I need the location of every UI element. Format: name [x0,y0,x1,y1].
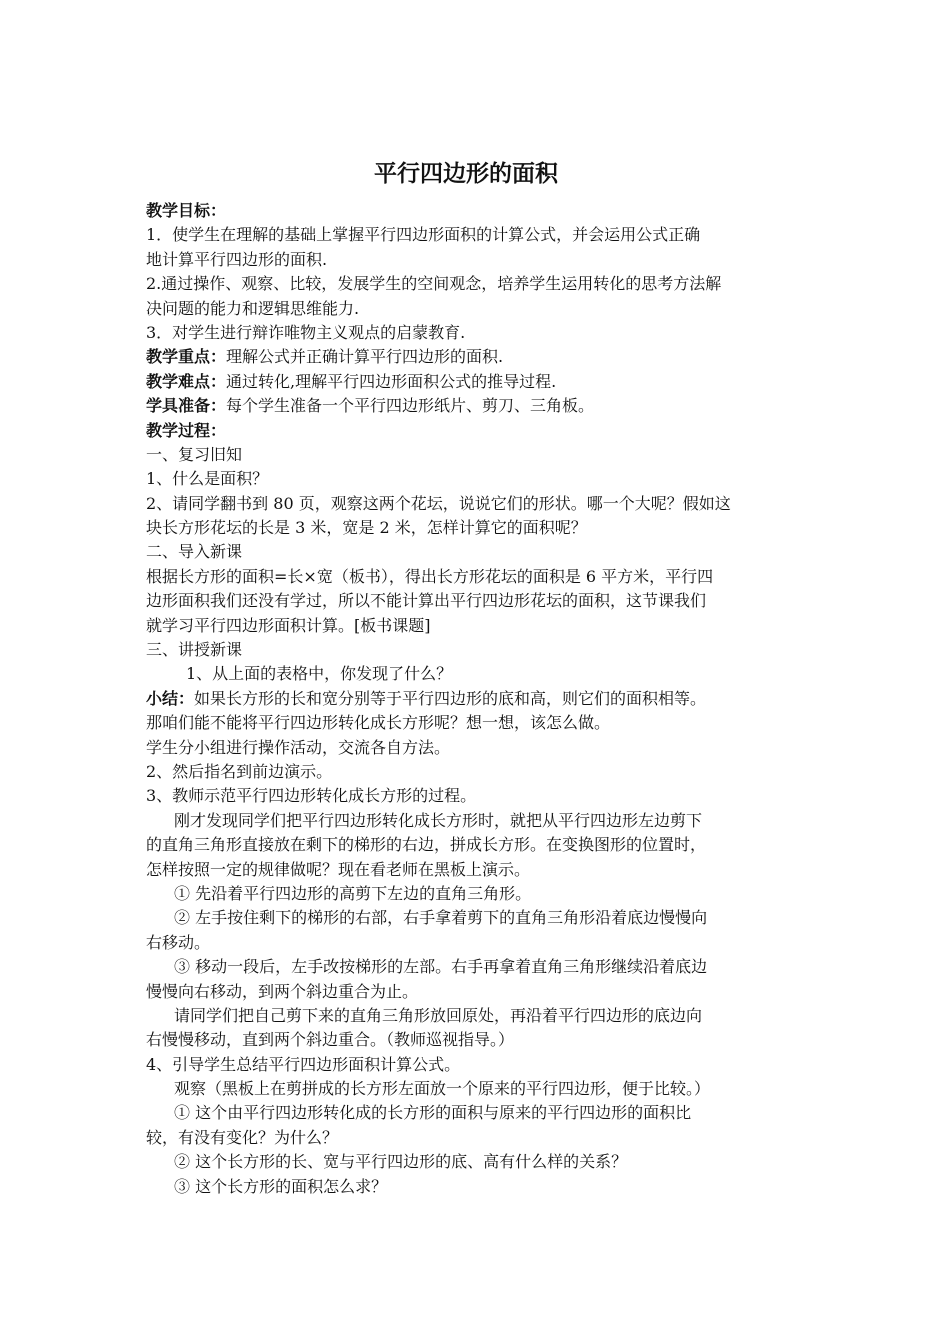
section-2-paragraph-line-2: 边形面积我们还没有学过，所以不能计算出平行四边形花坛的面积，这节课我们 [146,591,707,611]
summary-line-2: 那咱们能不能将平行四边形转化成长方形呢？想一想，该怎么做。 [146,713,611,733]
summary-line-1 [146,687,814,711]
difficulty-label: 教学难点： [146,371,227,391]
goals-heading: 教学目标： [146,201,227,220]
observe-question-1-line-2: 较，有没有变化？为什么？ [146,1127,339,1147]
observe-line: 观察（黑板上在剪拼成的长方形左面放一个原来的平行四边形，便于比较。） [174,1079,711,1099]
summary-text: 如果长方形的长和宽分别等于平行四边形的底和高，则它们的面积相等。 [194,688,707,708]
observe-question-2: ② 这个长方形的长、宽与平行四边形的底、高有什么样的关系？ [174,1152,628,1172]
summary-label: 小结： [146,688,195,708]
section-1-question-2-line-2: 块长方形花坛的长是 3 米，宽是 2 米，怎样计算它的面积呢？ [146,518,587,538]
observe-question-3: ③ 这个长方形的面积怎么求？ [174,1176,388,1196]
tools-prep [146,394,814,418]
section-1-question-1: 1、什么是面积？ [146,469,269,489]
observe-question-1-line-1: ① 这个由平行四边形转化成的长方形的面积与原来的平行四边形的面积比 [174,1103,692,1123]
demo-line-3: 怎样按照一定的规律做呢？现在看老师在黑板上演示。 [146,859,531,879]
section-2-paragraph-line-1: 根据长方形的面积=长×宽（板书），得出长方形花坛的面积是 6 平方米，平行四 [146,566,714,586]
goal-2-line-2: 决问题的能力和逻辑思维能力. [146,298,360,318]
section-1-question-2-line-1: 2、请同学翻书到 80 页，观察这两个花坛，说说它们的形状。哪一个大呢？假如这 [146,493,731,513]
step-3-line-1: ③ 移动一段后，左手改按梯形的左部。右手再拿着直角三角形继续沿着底边 [174,957,708,977]
section-3-question-1: 1、从上面的表格中，你发现了什么？ [186,664,453,684]
step-1: ① 先沿着平行四边形的高剪下左边的直角三角形。 [174,883,532,903]
goal-3: 3．对学生进行辩诈唯物主义观点的启蒙教育. [146,322,466,342]
goal-1-line-1: 1．使学生在理解的基础上掌握平行四边形面积的计算公式，并会运用公式正确 [146,225,701,245]
difficulty-point [146,370,814,394]
section-2-paragraph-line-3: 就学习平行四边形面积计算。[板书课题] [146,615,431,635]
demo-line-2: 的直角三角形直接放在剩下的梯形的右边，拼成长方形。在变换图形的位置时， [146,835,707,855]
step-2-line-1: ② 左手按住剩下的梯形的右部，右手拿着剪下的直角三角形沿着底边慢慢向 [174,908,708,928]
document-title: 平行四边形的面积 [374,161,558,187]
goal-1-line-2: 地计算平行四边形的面积. [146,249,328,269]
key-point-label: 教学重点： [146,347,227,367]
section-3-heading: 三、讲授新课 [146,640,243,660]
difficulty-text: 通过转化,理解平行四边形面积公式的推导过程. [226,371,557,391]
key-point-text: 理解公式并正确计算平行四边形的面积. [226,347,504,367]
group-activity: 学生分小组进行操作活动，交流各自方法。 [146,737,451,757]
tools-text: 每个学生准备一个平行四边形纸片、剪刀、三角板。 [226,396,595,416]
key-point [146,345,814,369]
demo-line-1: 刚才发现同学们把平行四边形转化成长方形时，就把从平行四边形左边剪下 [174,810,703,830]
ask-line-1: 请同学们把自己剪下来的直角三角形放回原处，再沿着平行四边形的底边向 [174,1005,703,1025]
step-3-line-2: 慢慢向右移动，到两个斜边重合为止。 [146,981,419,1001]
document-body [146,199,814,1199]
section-2-heading: 二、导入新课 [146,542,243,562]
step-2-line-2: 右移动。 [146,932,211,952]
goal-2-line-1: 2.通过操作、观察、比较，发展学生的空间观念，培养学生运用转化的思考方法解 [146,274,722,294]
section-3-question-3: 3、教师示范平行四边形转化成长方形的过程。 [146,786,477,806]
tools-label: 学具准备： [146,396,227,416]
ask-line-2: 右慢慢移动，直到两个斜边重合。（教师巡视指导。） [146,1030,515,1050]
section-3-question-2: 2、然后指名到前边演示。 [146,761,333,781]
process-heading: 教学过程： [146,420,227,440]
section-1-heading: 一、复习旧知 [146,444,243,464]
section-3-question-4: 4、引导学生总结平行四边形面积计算公式。 [146,1054,461,1074]
